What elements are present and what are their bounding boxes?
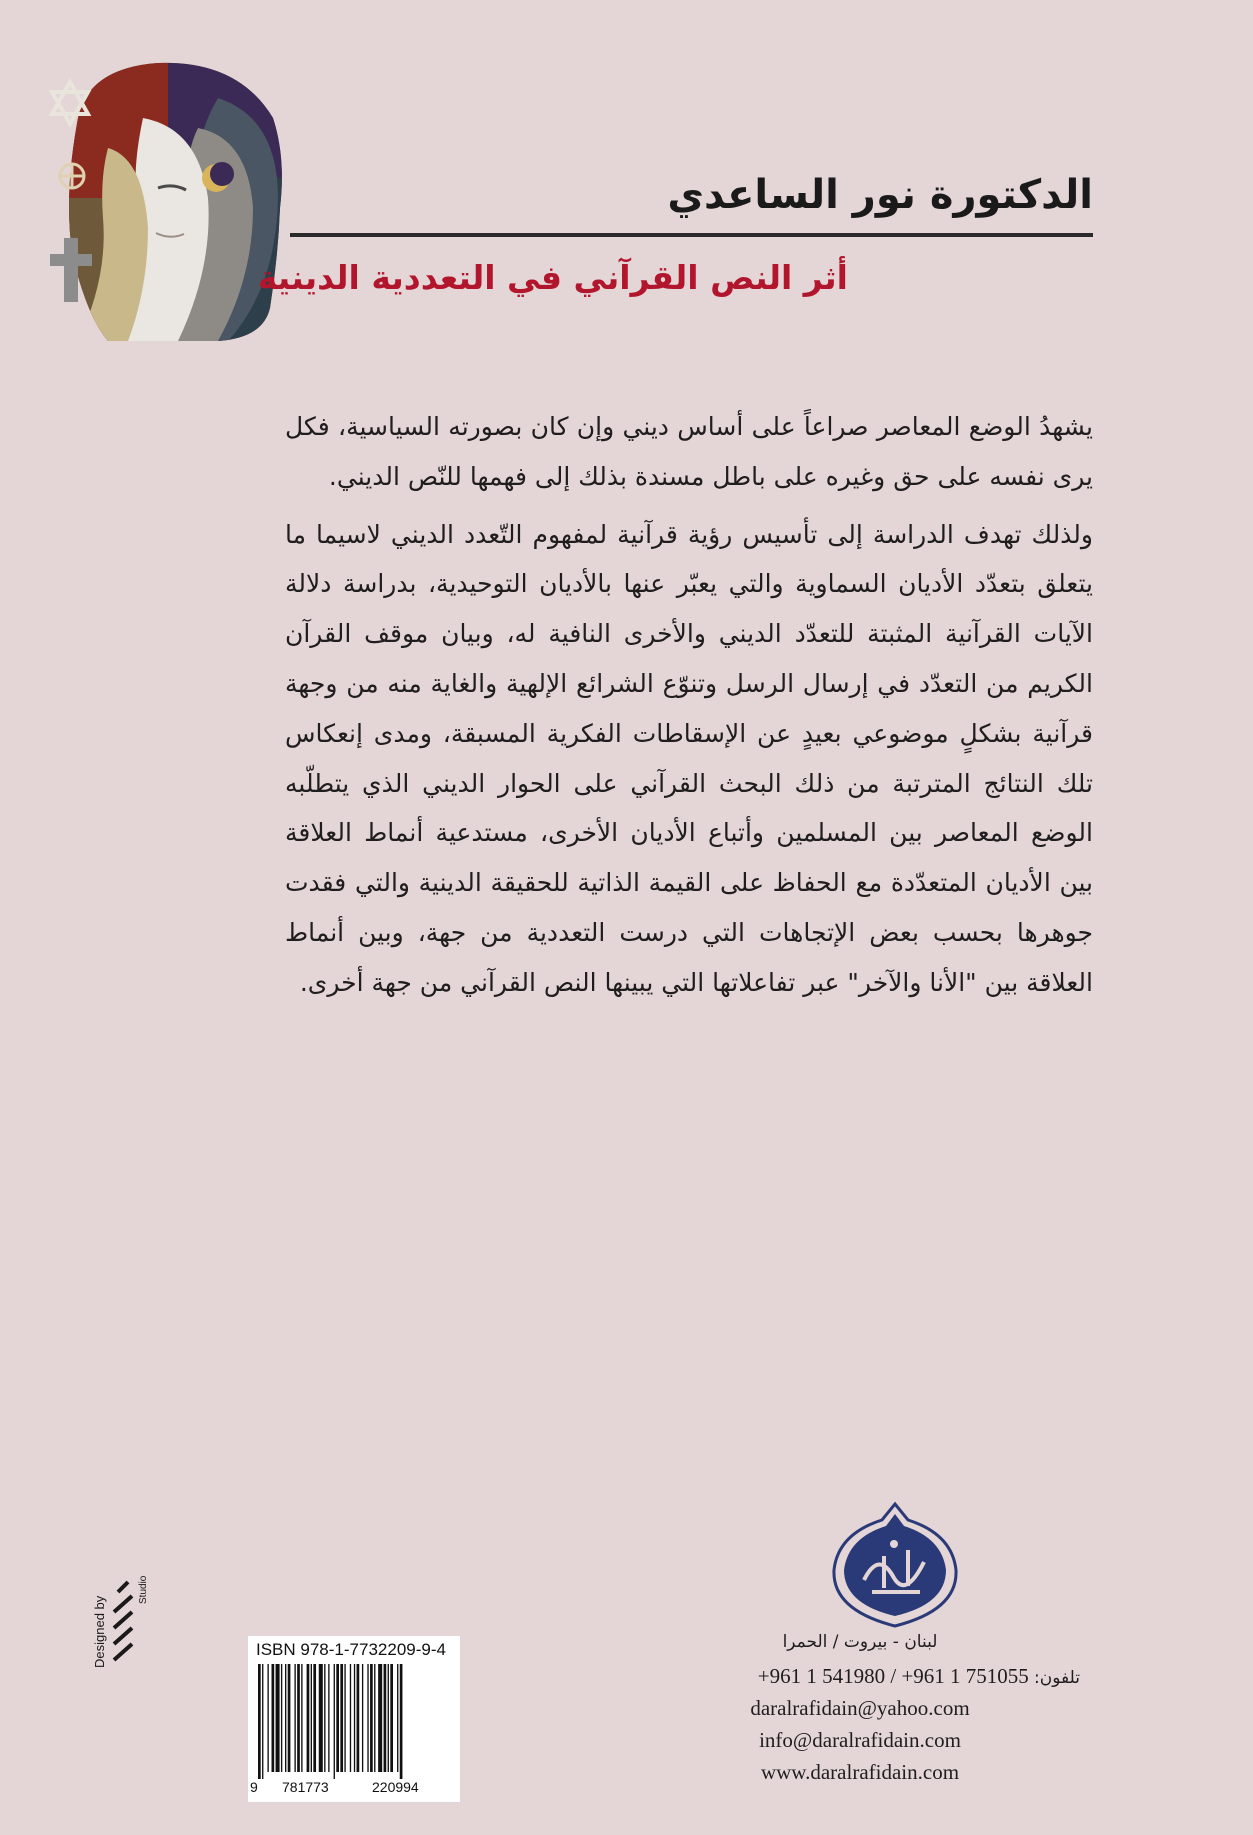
- barcode-digits-left: 781773: [282, 1779, 329, 1795]
- cover-illustration: [48, 58, 288, 343]
- publisher-address: لبنان - بيروت / الحمرا: [782, 1632, 938, 1652]
- dharma-wheel-icon: [60, 164, 84, 188]
- phone-label: تلفون:: [1034, 1668, 1080, 1688]
- studio-logo-icon: [114, 1582, 132, 1660]
- isbn-number: ISBN 978-1-7732209-9-4: [256, 1640, 446, 1659]
- barcode-digits-right: 220994: [372, 1779, 419, 1795]
- title-divider: [290, 233, 1093, 237]
- blurb-paragraph: ولذلك تهدف الدراسة إلى تأسيس رؤية قرآنية لمفهوم التّعدد الديني لاسيما ما يتعلق بتعدّد الأديان السماوية والتي يعبّر عنها بالأديان التوحيدية، بدراسة دلالة الآيات القرآنية المثبتة للتعدّد الديني والأخرى النافية له، وبيان موقف القرآن الكريم من التعدّد في إرسال الرسل وتنوّع الشرائع الإلهية والغاية منه من وجهة قرآنية بشكلٍ موضوعي بعيدٍ عن الإسقاطات الفكرية المسبقة، ومدى إنعكاس تلك النتائج المترتبة من ذلك البحث القرآني على الحوار الديني الذي يتطلّبه الوضع المعاصر بين المسلمين وأتباع الأديان الأخرى، مستدعية أنماط العلاقة بين الأديان المتعدّدة مع الحفاظ على القيمة الذاتية للحقيقة الدينية والتي فقدت جوهرها بحسب بعض الإتجاهات التي درست التعددية من جهة، وبين أنماط العلاقة بين "الأنا والآخر" عبر تفاعلاتها التي يبينها النص القرآني من جهة أخرى.: [285, 519, 1093, 997]
- book-title: أثر النص القرآني في التعددية الدينية: [257, 258, 848, 297]
- blurb-paragraph: يشهدُ الوضع المعاصر صراعاً على أساس ديني وإن كان بصورته السياسية، فكل يرى نفسه على حق وغيره على باطل مسندة بذلك إلى فهمها للنّص الديني.: [285, 412, 1093, 491]
- publisher-email-1: daralrafidain@yahoo.com: [750, 1696, 970, 1720]
- isbn-barcode: [248, 1636, 460, 1802]
- blurb-text: [285, 402, 1093, 1016]
- publisher-email-2: info@daralrafidain.com: [759, 1728, 961, 1752]
- designer-label: Designed by: [92, 1595, 107, 1668]
- publisher-logo: [824, 1500, 966, 1630]
- designer-credit: [84, 1540, 164, 1670]
- phone-number-2: +961 1 541980: [757, 1664, 886, 1688]
- author-name: الدكتورة نور الساعدي: [667, 172, 1093, 218]
- publisher-phones: [690, 1664, 1080, 1689]
- barcode-digit-first: 9: [250, 1779, 258, 1795]
- phone-number-1: +961 1 751055: [901, 1664, 1029, 1688]
- barcode-bars: [254, 1664, 454, 1779]
- publisher-website: www.daralrafidain.com: [760, 1760, 960, 1784]
- studio-label: Studio: [138, 1575, 149, 1604]
- phone-separator: /: [885, 1664, 902, 1688]
